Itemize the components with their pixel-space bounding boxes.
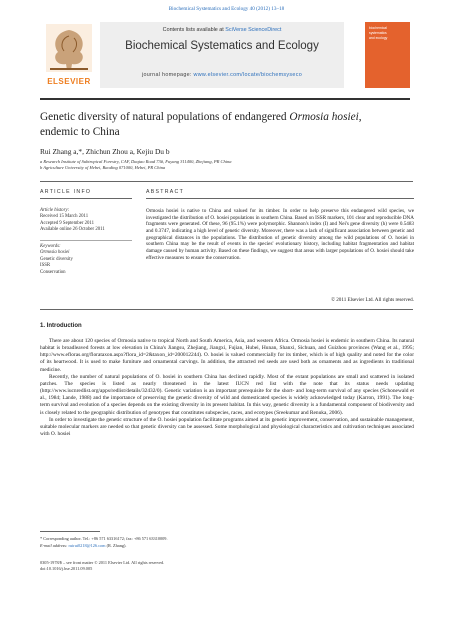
title-text: Genetic diversity of natural populations of endangered — [40, 111, 290, 123]
journal-homepage — [100, 72, 344, 78]
divider — [40, 240, 132, 241]
title-species: Ormosia hosiei — [289, 111, 359, 123]
running-head[interactable]: Biochemical Systematics and Ecology 40 (2012) 13–18 — [168, 6, 285, 12]
journal-banner — [40, 22, 410, 100]
paragraph: In order to investigate the genetic structure of the O. hosiei population facilitate programs aimed at its genetic improvement, conservation, and sustainable management, suitable molecular markers are needed so that genetic diversity can be assessed. Some morphological and physiological characteristics and cultivation techniques associated with O. hosiei — [40, 416, 414, 438]
history-label: Article history: — [40, 208, 70, 213]
corresponding-author-note: * Corresponding author. Tel.: +86 571 63316172; fax: +86 571 63310009. — [40, 536, 168, 541]
cover-line: biochemical — [369, 26, 387, 30]
cover-line: systematics — [369, 31, 387, 35]
keyword: Conservation — [40, 269, 66, 275]
paragraph: Recently, the number of natural populations of O. hosiei in southern China has declined rapidly. Most of the extant populations are small and scattered in isolated patches. The species is listed as nearly threatened in the latest IUCN red list with the note that its status needs updating (http://www.iucnredlist.org/apps/redlist/details/32432/0). Genetic variation is an important prerequisite for the short- and long-term survival of any species (Schonewald et al., 1984; Lande, 1988) and the importance of preserving the genetic diversity of wild and domesticated species is widely acknowledged today (Karron, 1991). The long-term survival and evolution of a species depends on the existing diversity in its present habitat. In this way, genetic diversity is a fundamental component of biodiversity and is closely related to the geographic distribution of genotypes that constitutes subspecies, races, and ecotypes (Sreekumar and Renuka, 2006). — [40, 373, 414, 416]
keyword: ISSR — [40, 263, 51, 269]
divider — [40, 181, 413, 182]
elsevier-tree-icon — [40, 22, 98, 76]
author-list: Rui Zhang a,*, Zhichun Zhou a, Kejiu Du b — [40, 147, 170, 156]
affiliation: b Agriculture University of Hebei, Baoding 071000, Hebei, PR China — [40, 165, 166, 170]
publisher-wordmark: ELSEVIER — [47, 77, 91, 86]
homepage-prefix: journal homepage: — [141, 72, 194, 78]
history-item: Accepted 9 September 2011 — [40, 220, 95, 226]
copyright-notice: © 2011 Elsevier Ltd. All rights reserved. — [331, 297, 414, 303]
abstract-text: Ormosia hosiei is native to China and valued for its timber. In order to help preserve this endangered wild species, we investigated the distribution of O. hosiei populations in southern China. Based on ISSR markers, 101 clear and reproducible DNA fragments were generated. Of these, 96 (95.1%) were polymorphic. Shannon's index (I) and Nei's gene diversity (h) were 0.5483 and 0.3747, indicating a high level of genetic diversity. Moreover, there was a lack of significant association between genetic and geographical distances in the populations. The distribution of genetic diversity among the wild populations of O. hosiei in southern China may be the result of events in the species' evolutionary history, including habitat fragmentation and habitat damage caused by human activity. Based on these findings, we suggest that areas with larger populations of O. hosiei should take effective measures to ensure the conservation. — [146, 208, 414, 261]
keyword: Genetic diversity — [40, 256, 73, 262]
cover-line: and ecology — [369, 36, 388, 40]
contents-text: Contents lists available at — [162, 27, 226, 33]
divider — [146, 198, 414, 199]
banner-center — [100, 22, 344, 88]
issn-line: 0305-1978/$ – see front matter © 2011 Elsevier Ltd. All rights reserved. — [40, 560, 165, 565]
contents-line — [100, 27, 344, 33]
divider — [40, 198, 132, 199]
title-punct: , — [358, 111, 362, 123]
journal-cover-thumbnail — [365, 22, 410, 88]
keywords — [40, 244, 132, 276]
section-heading: 1. Introduction — [40, 323, 82, 329]
email-suffix: (R. Zhang). — [105, 543, 127, 548]
homepage-link[interactable]: www.elsevier.com/locate/biochemsyseco — [193, 72, 303, 78]
email-label: E-mail address: — [40, 543, 69, 548]
history-item: Received 15 March 2011 — [40, 214, 89, 220]
sciencedirect-link[interactable]: SciVerse ScienceDirect — [225, 27, 282, 33]
article-history — [40, 208, 132, 234]
affiliation: a Research Institute of Subtropical Forestry, CAF, Daqiao Road 73#, Fuyang 311400, Zhejiang, PR China — [40, 159, 232, 164]
keyword: Ormosia hosiei — [40, 250, 70, 256]
email-link[interactable]: ruirui0218@126.com — [68, 543, 106, 548]
history-item: Available online 26 October 2011 — [40, 227, 105, 233]
title-text-line2: endemic to China — [40, 125, 120, 138]
keywords-label: Keywords: — [40, 244, 61, 249]
journal-title: Biochemical Systematics and Ecology — [125, 40, 319, 52]
paragraph: There are about 120 species of Ormosia native to tropical North and South America, Asia, and western Africa. Ormosia hosiei is endemic in southern China. Its natural habitat is broadleaved forests at low elevation in China's Jiangsu, Zhejiang, Jiangxi, Fujian, Hubei, Hunan, Shanxi, Sichuan, and Guizhou provinces (Wang et al., 1995; http://www.efloras.org/florataxon.aspx?flora_id=2&taxon_id=200012244). O. hosiei is valued commercially for its timber, which is of high quality and noted for the color of its heartwood. It is used to make furniture and ornamental carvings. In addition, the attracted red seeds are used both as ornaments and as ingredients in traditional medicine. — [40, 338, 414, 373]
divider — [40, 309, 413, 310]
article-title — [40, 110, 420, 139]
email-note — [40, 543, 127, 548]
elsevier-logo — [40, 22, 98, 88]
footnote-divider — [40, 531, 100, 532]
doi-link[interactable]: doi:10.1016/j.bse.2011.09.005 — [40, 566, 93, 571]
abstract-heading: ABSTRACT — [146, 189, 185, 195]
introduction-body — [40, 338, 414, 438]
article-info-heading: ARTICLE INFO — [40, 189, 92, 195]
